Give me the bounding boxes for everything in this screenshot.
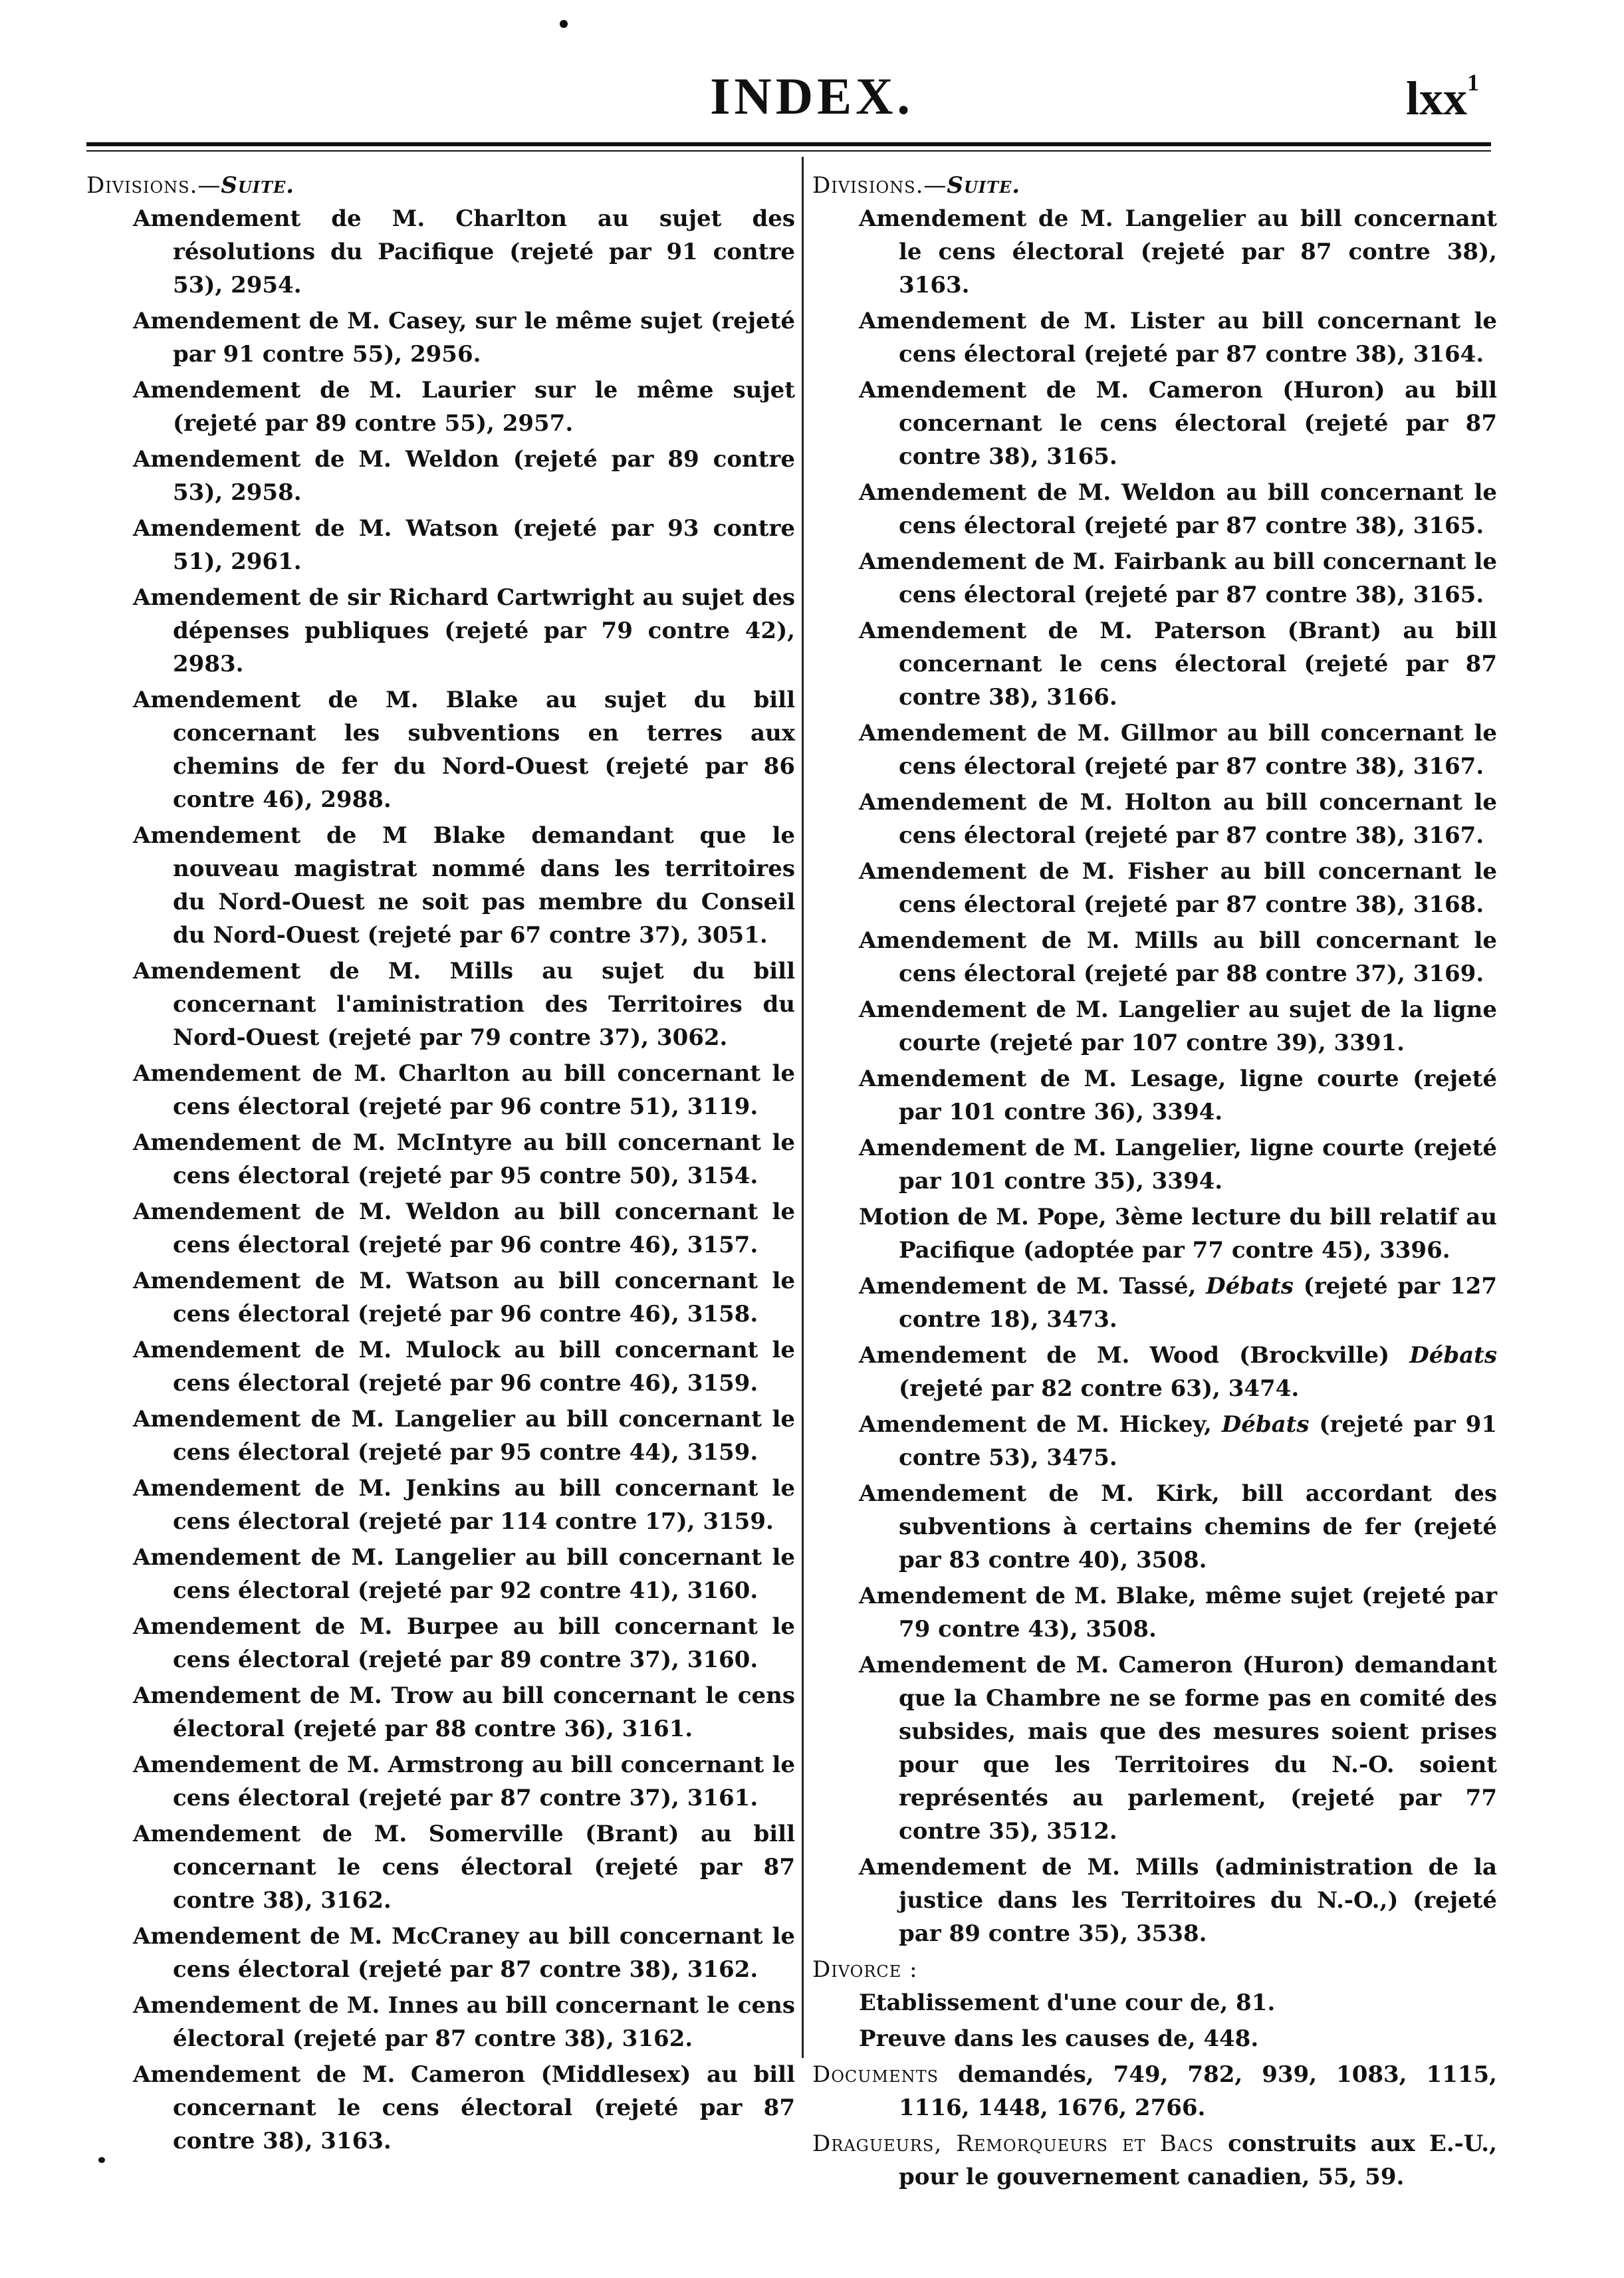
index-entry: Amendement de M. Mills (administration de la justice dans les Territoires du N.-O.,) (rejeté par 89 contre 35), 3538.	[859, 1854, 1497, 1947]
index-entry: Amendement de M. Cameron (Huron) demandant que la Chambre ne se forme pas en comité des subsides, mais que des mesures soient prises pour que les Territoires du N.-O. soient représentés au parlement, (rejeté par 77 contre 35), 3512.	[859, 1652, 1497, 1845]
page-number	[1405, 69, 1479, 125]
index-entry: Amendement de M. Langelier au bill concernant le cens électoral (rejeté par 87 contre 38), 3163.	[859, 205, 1497, 298]
entry-text: (rejeté par 91 contre 53), 3475.	[899, 1411, 1497, 1471]
index-entry	[859, 1270, 1497, 1336]
index-entry: Amendement de M. Lister au bill concernant le cens électoral (rejeté par 87 contre 38), 3164.	[859, 308, 1497, 368]
section-heading	[86, 169, 795, 202]
page-title: INDEX.	[710, 67, 914, 125]
heading-term: Divisions.—	[812, 172, 947, 199]
index-entry: Amendement de M. Langelier au sujet de la ligne courte (rejeté par 107 contre 39), 3391.	[859, 996, 1497, 1056]
section-heading	[812, 169, 1497, 202]
header-rule	[86, 142, 1491, 146]
index-entry: Amendement de M. Jenkins au bill concernant le cens électoral (rejeté par 114 contre 17), 3159.	[133, 1475, 795, 1535]
index-entry: Amendement de M. Charlton au bill concernant le cens électoral (rejeté par 96 contre 51), 3119.	[133, 1060, 795, 1120]
entry-term: Documents	[812, 2061, 939, 2088]
entry-list	[812, 202, 1497, 1267]
entry-text: (rejeté par 127 contre 18), 3473.	[899, 1273, 1497, 1333]
index-entry: Amendement de M. McCraney au bill concernant le cens électoral (rejeté par 87 contre 38), 3162.	[133, 1923, 795, 1983]
index-entry: Amendement de M. Innes au bill concernant le cens électoral (rejeté par 87 contre 38), 3162.	[133, 1992, 795, 2052]
entry-text: Amendement de M. Tassé,	[859, 1273, 1207, 1300]
page-number-text: lxx	[1405, 72, 1467, 125]
index-entry	[859, 1408, 1497, 1474]
index-entry: Amendement de M. Watson au bill concernant le cens électoral (rejeté par 96 contre 46), 3158.	[133, 1268, 795, 1327]
page-number-sup: 1	[1467, 69, 1479, 96]
index-entry: Amendement de M Blake demandant que le nouveau magistrat nommé dans les territoires du Nord-Ouest ne soit pas membre du Conseil du Nord-Ouest (rejeté par 67 contre 37), 3051.	[133, 822, 795, 949]
index-entry: Amendement de M. Blake, même sujet (rejeté par 79 contre 43), 3508.	[859, 1583, 1497, 1643]
right-column	[812, 169, 1497, 2196]
index-entry: Amendement de M. Weldon (rejeté par 89 contre 53), 2958.	[133, 446, 795, 506]
index-entry: Amendement de M. Burpee au bill concernant le cens électoral (rejeté par 89 contre 37), 3160.	[133, 1613, 795, 1673]
entry-text: Amendement de M. Hickey,	[859, 1411, 1222, 1438]
index-entry: Amendement de M. Casey, sur le même sujet (rejeté par 91 contre 55), 2956.	[133, 308, 795, 368]
index-entry: Amendement de M. Weldon au bill concernant le cens électoral (rejeté par 87 contre 38), 3165.	[859, 479, 1497, 539]
index-entry: Amendement de M. Holton au bill concernant le cens électoral (rejeté par 87 contre 38), 3167.	[859, 789, 1497, 849]
index-entry: Amendement de M. Trow au bill concernant le cens électoral (rejeté par 88 contre 36), 3161.	[133, 1682, 795, 1742]
index-entry: Amendement de M. Langelier au bill concernant le cens électoral (rejeté par 95 contre 44), 3159.	[133, 1406, 795, 1466]
index-entry: Amendement de M. Somerville (Brant) au bill concernant le cens électoral (rejeté par 87 contre 38), 3162.	[133, 1821, 795, 1914]
index-entry: Amendement de M. Lesage, ligne courte (rejeté par 101 contre 36), 3394.	[859, 1066, 1497, 1125]
index-entry: Amendement de M. Mills au bill concernant le cens électoral (rejeté par 88 contre 37), 3169.	[859, 927, 1497, 987]
index-entry: Amendement de M. Paterson (Brant) au bill concernant le cens électoral (rejeté par 87 contre 38), 3166.	[859, 618, 1497, 711]
index-entry	[859, 1339, 1497, 1405]
heading-term: Divisions.—	[86, 172, 221, 199]
left-column	[86, 169, 795, 2160]
index-entry: Amendement de M. Mulock au bill concernant le cens électoral (rejeté par 96 contre 46), 3159.	[133, 1337, 795, 1397]
entry-text: (rejeté par 82 contre 63), 3474.	[899, 1375, 1300, 1402]
entry-italic: Débats	[1409, 1342, 1497, 1369]
index-entry: Amendement de M. Fairbank au bill concernant le cens électoral (rejeté par 87 contre 38), 3165.	[859, 548, 1497, 608]
entry-italic: Débats	[1221, 1411, 1310, 1438]
divorce-subentry: Etablissement d'une cour de, 81.	[859, 1990, 1276, 2016]
index-entry: Amendement de M. Blake au sujet du bill concernant les subventions en terres aux chemins de fer du Nord-Ouest (rejeté par 86 contre 46), 2988.	[133, 687, 795, 813]
entry-term: Dragueurs, Remorqueurs et Bacs	[812, 2130, 1214, 2157]
index-entry: Amendement de M. Watson (rejeté par 93 contre 51), 2961.	[133, 515, 795, 575]
index-entry: Amendement de M. Kirk, bill accordant des subventions à certains chemins de fer (rejeté par 83 contre 40), 3508.	[859, 1480, 1497, 1573]
index-entry: Amendement de sir Richard Cartwright au sujet des dépenses publiques (rejeté par 79 contre 42), 2983.	[133, 584, 795, 677]
entry-text: Amendement de M. Wood (Brockville)	[859, 1342, 1410, 1369]
index-entry: Amendement de M. Mills au sujet du bill concernant l'aministration des Territoires du Nord-Ouest (rejeté par 79 contre 37), 3062.	[133, 958, 795, 1051]
index-entry: Amendement de M. Fisher au bill concernant le cens électoral (rejeté par 87 contre 38), 3168.	[859, 858, 1497, 918]
column-divider	[802, 157, 804, 2058]
entry-text: demandés, 749, 782, 939, 1083, 1115, 1116, 1448, 1676, 2766.	[899, 2061, 1497, 2121]
index-entry: Amendement de M. Weldon au bill concernant le cens électoral (rejeté par 96 contre 46), 3157.	[133, 1198, 795, 1258]
dragueurs-entry	[812, 2127, 1497, 2194]
index-entry: Motion de M. Pope, 3ème lecture du bill relatif au Pacifique (adoptée par 77 contre 45), 3396.	[859, 1204, 1497, 1264]
index-entry: Amendement de M. Cameron (Middlesex) au bill concernant le cens électoral (rejeté par 87 contre 38), 3163.	[133, 2061, 795, 2154]
header-rule-thin	[86, 150, 1491, 152]
entry-list	[86, 202, 795, 2158]
divorce-subentry: Preuve dans les causes de, 448.	[859, 2025, 1259, 2052]
index-entry: Amendement de M. Cameron (Huron) au bill concernant le cens électoral (rejeté par 87 contre 38), 3165.	[859, 377, 1497, 470]
index-entry: Amendement de M. Gillmor au bill concernant le cens électoral (rejeté par 87 contre 38), 3167.	[859, 720, 1497, 780]
heading-suite: Suite.	[947, 172, 1021, 199]
index-entry: Amendement de M. Laurier sur le même sujet (rejeté par 89 contre 55), 2957.	[133, 377, 795, 437]
heading-suite: Suite.	[221, 172, 295, 199]
entry-list	[812, 1477, 1497, 1950]
divorce-heading: Divorce :	[812, 1956, 918, 1983]
index-entry: Amendement de M. Langelier, ligne courte (rejeté par 101 contre 35), 3394.	[859, 1135, 1497, 1195]
index-entry: Amendement de M. Charlton au sujet des résolutions du Pacifique (rejeté par 91 contre 53), 2954.	[133, 205, 795, 298]
print-speck	[560, 20, 568, 28]
entry-italic: Débats	[1206, 1273, 1294, 1300]
index-entry: Amendement de M. Langelier au bill concernant le cens électoral (rejeté par 92 contre 41), 3160.	[133, 1544, 795, 1604]
documents-entry	[812, 2058, 1497, 2124]
index-entry: Amendement de M. Armstrong au bill concernant le cens électoral (rejeté par 87 contre 37), 3161.	[133, 1752, 795, 1811]
entry-text: construits aux E.-U., pour le gouvernement canadien, 55, 59.	[899, 2130, 1497, 2190]
index-entry: Amendement de M. McIntyre au bill concernant le cens électoral (rejeté par 95 contre 50), 3154.	[133, 1129, 795, 1189]
